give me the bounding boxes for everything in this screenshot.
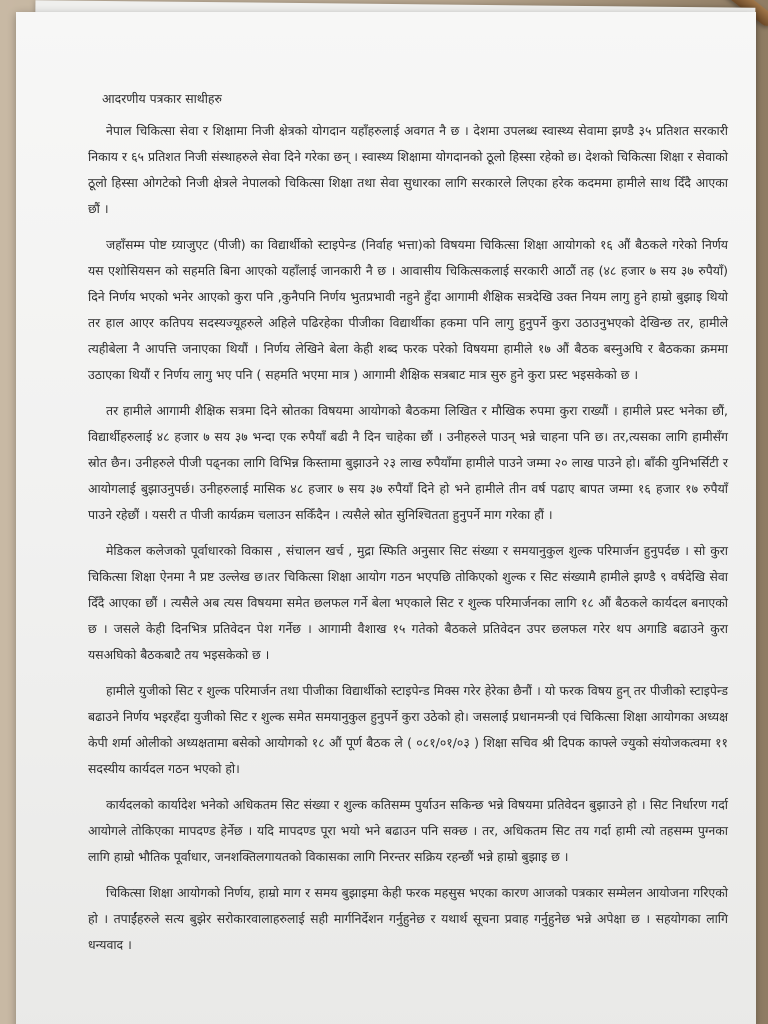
paragraph-6: कार्यदलको कार्यादेश भनेको अधिकतम सिट संख्या र शुल्क कतिसम्म पुर्याउन सकिन्छ भन्ने विषयमा प्रतिवेदन बुझाउने हो । सिट निर्धारण गर्दा आयोगले तोकिएका मापदण्ड हेर्नेछ । यदि मापदण्ड पूरा भयो भने बढाउन पनि सक्छ । तर, अधिकतम सिट तय गर्दा हामी त्यो तहसम्म पुग्नका लागि हाम्रो भौतिक पूर्वाधार, जनशक्तिलगायतको विकासका लागि निरन्तर सक्रिय रहन्छौं भन्ने हाम्रो बुझाइ छ । (88, 797, 728, 864)
paragraph-1: नेपाल चिकित्सा सेवा र शिक्षामा निजी क्षेत्रको योगदान यहाँहरुलाई अवगत नै छ । देशमा उपलब्ध स्वास्थ्य सेवामा झण्डै ३५ प्रतिशत सरकारी निकाय र ६५ प्रतिशत निजी संस्थाहरुले सेवा दिने गरेका छन् । स्वास्थ्य शिक्षामा योगदानको ठूलो हिस्सा रहेको छ। देशको चिकित्सा शिक्षा र सेवाको ठूलो हिस्सा ओगटेको निजी क्षेत्रले नेपालको चिकित्सा शिक्षा तथा सेवा सुधारका लागि सरकारले लिएका हरेक कदममा हामीले साथ दिँदै आएका छौं । (88, 123, 728, 216)
paragraph-3: तर हामीले आगामी शैक्षिक सत्रमा दिने स्रोतका विषयमा आयोगको बैठकमा लिखित र मौखिक रुपमा कुरा राख्यौं । हामीले प्रस्ट भनेका छौं, विद्यार्थीहरुलाई ४८ हजार ७ सय ३७ भन्दा एक रुपैयाँ बढी नै दिन चाहेका छौं । उनीहरुले पाउन् भन्ने चाहना पनि छ। तर,त्यसका लागि हामीसँग स्रोत छैन। उनीहरुले पीजी पढ्नका लागि विभिन्न किस्तामा बुझाउने २३ लाख रुपैयाँमा हामीले पाउने जम्मा २० लाख पाउने हो। बाँकी युनिभर्सिटी र आयोगलाई बुझाउनुपर्छ। उनीहरुलाई मासिक ४८ हजार ७ सय ३७ रुपैयाँ दिने हो भने हामीले तीन वर्ष पढाए बापत जम्मा १६ हजार १७ रुपैयाँ पाउने रहेछौं । यसरी त पीजी कार्यक्रम चलाउन सकिँदैन । त्यसैले स्रोत सुनिश्चितता हुनुपर्ने माग गरेका हौं । (88, 403, 728, 522)
document-body (88, 86, 728, 968)
paragraph-5: हामीले युजीको सिट र शुल्क परिमार्जन तथा पीजीका विद्यार्थीको स्टाइपेन्ड मिक्स गरेर हेरेका छैनौं । यो फरक विषय हुन् तर पीजीको स्टाइपेन्ड बढाउने निर्णय भइरहँदा युजीको सिट र शुल्क समेत समयानुकुल हुनुपर्ने कुरा उठेको हो। जसलाई प्रधानमन्त्री एवं चिकित्सा शिक्षा आयोगका अध्यक्ष केपी शर्मा ओलीको अध्यक्षतामा बसेको आयोगको १८ औं पूर्ण बैठक ले ( ०८१/०१/०३ ) शिक्षा सचिव श्री दिपक काफ्ले ज्युको संयोजकत्वमा ११ सदस्यीय कार्यदल गठन भएको हो। (88, 683, 728, 776)
paragraph-7: चिकित्सा शिक्षा आयोगको निर्णय, हाम्रो माग र समय बुझाइमा केही फरक महसुस भएका कारण आजको पत्रकार सम्मेलन आयोजना गरिएको हो । तपाईंहरुले सत्य बुझेर सरोकारवालाहरुलाई सही मार्गनिर्देशन गर्नुहुनेछ र यथार्थ सूचना प्रवाह गर्नुहुनेछ भन्ने अपेक्षा छ । सहयोगका लागि धन्यवाद । (88, 885, 728, 952)
salutation: आदरणीय पत्रकार साथीहरु (102, 91, 222, 106)
paragraph-4: मेडिकल कलेजको पूर्वाधारको विकास , संचालन खर्च , मुद्रा स्फिति अनुसार सिट संख्या र समयानुकुल शुल्क परिमार्जन हुनुपर्दछ । सो कुरा चिकित्सा शिक्षा ऐनमा नै प्रष्ट उल्लेख छ।तर चिकित्सा शिक्षा आयोग गठन भएपछि तोकिएको शुल्क र सिट संख्यामै हामीले झण्डै ९ वर्षदेखि सेवा दिँदै आएका छौं । त्यसैले अब त्यस विषयमा समेत छलफल गर्ने बेला भएकाले सिट र शुल्क परिमार्जनका लागि १८ औं बैठकले कार्यदल बनाएको छ । जसले केही दिनभित्र प्रतिवेदन पेश गर्नेछ । आगामी वैशाख १५ गतेको बैठकले प्रतिवेदन उपर छलफल गरेर थप अगाडि बढाउने कुरा यसअघिको बैठकबाटै तय भइसकेको छ । (88, 543, 728, 662)
document-page (16, 12, 756, 1024)
paragraph-2: जहाँसम्म पोष्ट ग्र्याजुएट (पीजी) का विद्यार्थीको स्टाइपेन्ड (निर्वाह भत्ता)को विषयमा चिकित्सा शिक्षा आयोगको १६ औं बैठकले गरेको निर्णय यस एशोसियसन को सहमति बिना आएको यहाँलाई जानकारी नै छ । आवासीय चिकित्सकलाई सरकारी आठौं तह (४८ हजार ७ सय ३७ रुपैयाँ) दिने निर्णय भएको भनेर आएको कुरा पनि ,कुनैपनि निर्णय भुतप्रभावी नहुने हुँदा आगामी शैक्षिक सत्रदेखि उक्त नियम लागु हुने हाम्रो बुझाइ थियो तर हाल आएर कतिपय सदस्यज्यूहरुले अहिले पढिरहेका पीजीका विद्यार्थीका हकमा पनि लागु हुनुपर्ने कुरा उठाउनुभएको देखिन्छ तर, हामीले त्यहीबेला नै आपत्ति जनाएका थियौं । निर्णय लेखिने बेला केही शब्द फरक परेको विषयमा हामीले १७ औं बैठक बस्नुअघि र बैठकका क्रममा उठाएका थियौं र निर्णय लागु भए पनि ( सहमति भएमा मात्र ) आगामी शैक्षिक सत्रबाट मात्र सुरु हुने कुरा प्रस्ट भइसकेको छ । (88, 237, 728, 382)
